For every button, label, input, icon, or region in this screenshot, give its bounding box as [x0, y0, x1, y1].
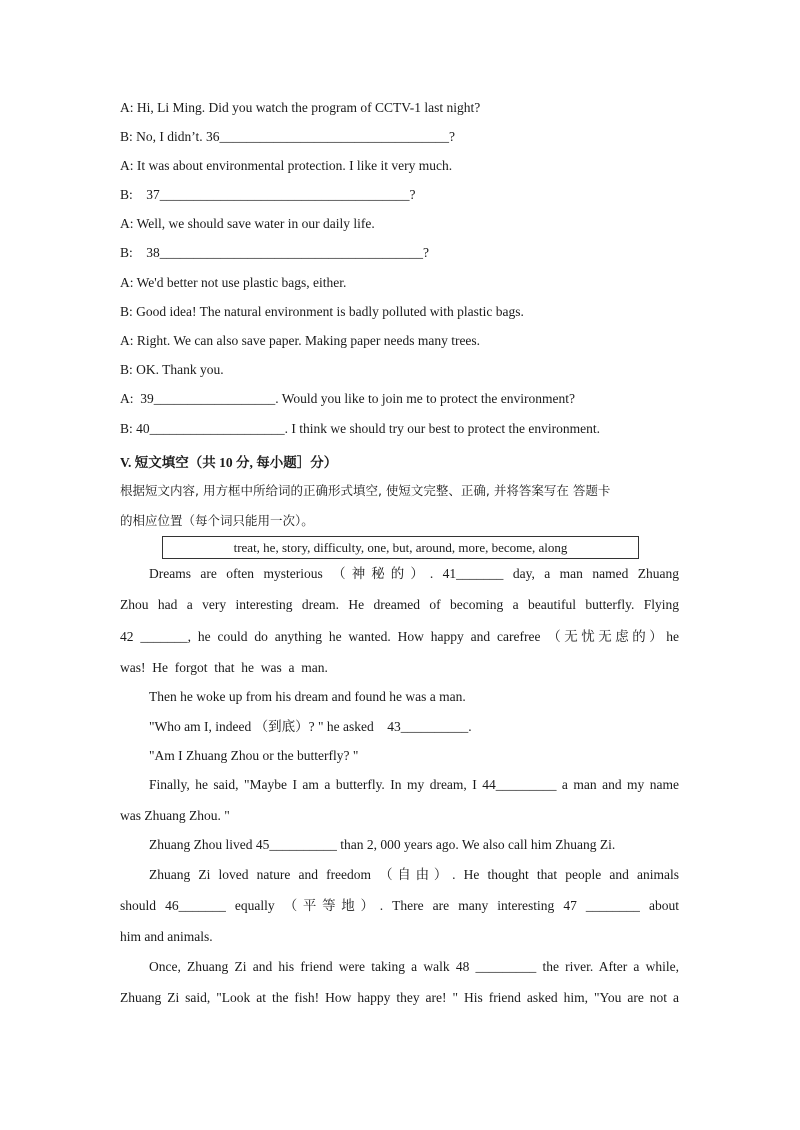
- passage-line: Zhuang Zhou lived 45__________ than 2, 000 years ago. We also call him Zhuang Zi.: [149, 837, 616, 852]
- dialogue-line-4: B: 37_____________________________________?: [120, 187, 416, 202]
- passage-line: 42 _______, he could do anything he wanted. How happy and carefree （无忧无虑的）he: [120, 629, 679, 644]
- dialogue-line-8: B: Good idea! The natural environment is badly polluted with plastic bags.: [120, 304, 524, 319]
- passage-line: Zhuang Zi said, "Look at the fish! How happy they are! " His friend asked him, "You are not a: [120, 990, 679, 1005]
- passage-line: "Who am I, indeed （到底）? " he asked 43__________.: [149, 719, 472, 734]
- passage-line: Finally, he said, "Maybe I am a butterfly. In my dream, I 44_________ a man and my name: [149, 777, 679, 792]
- passage-line: Dreams are often mysterious （神秘的）. 41_______ day, a man named Zhuang: [149, 566, 679, 581]
- passage-line: should 46_______ equally （平等地）. There are many interesting 47 ________ about: [120, 898, 679, 913]
- dialogue-line-1: A: Hi, Li Ming. Did you watch the program of CCTV-1 last night?: [120, 100, 481, 115]
- section-heading: V. 短文填空（共 10 分, 每小题］分）: [120, 455, 338, 470]
- instruction-line-1: 根据短文内容, 用方框中所给词的正确形式填空, 使短文完整、正确, 并将答案写在 答题卡: [120, 483, 611, 498]
- dialogue-line-10: B: OK. Thank you.: [120, 362, 224, 377]
- dialogue-line-6: B: 38_______________________________________?: [120, 245, 429, 260]
- passage-line: Zhou had a very interesting dream. He dreamed of becoming a beautiful butterfly. Flying: [120, 597, 679, 612]
- dialogue-line-11: A: 39__________________. Would you like to join me to protect the environment?: [120, 391, 575, 406]
- passage-line: Then he woke up from his dream and found he was a man.: [149, 689, 466, 704]
- dialogue-line-9: A: Right. We can also save paper. Making paper needs many trees.: [120, 333, 481, 348]
- passage-line: was! He forgot that he was a man.: [120, 660, 328, 675]
- dialogue-line-7: A: We'd better not use plastic bags, either.: [120, 275, 347, 290]
- dialogue-line-12: B: 40____________________. I think we should try our best to protect the environment.: [120, 421, 600, 436]
- dialogue-line-3: A: It was about environmental protection. I like it very much.: [120, 158, 453, 173]
- dialogue-line-5: A: Well, we should save water in our daily life.: [120, 216, 375, 231]
- passage-line: him and animals.: [120, 929, 213, 944]
- passage-line: "Am I Zhuang Zhou or the butterfly? ": [149, 748, 359, 763]
- word-box: treat, he, story, difficulty, one, but, around, more, become, along: [162, 536, 639, 559]
- passage-line: was Zhuang Zhou. ": [120, 808, 230, 823]
- passage-line: Zhuang Zi loved nature and freedom （自由）. He thought that people and animals: [149, 867, 679, 882]
- instruction-line-2: 的相应位置（每个词只能用一次）。: [120, 513, 314, 528]
- dialogue-line-2: B: No, I didn’t. 36__________________________________?: [120, 129, 455, 144]
- passage-line: Once, Zhuang Zi and his friend were taking a walk 48 _________ the river. After a while,: [149, 959, 679, 974]
